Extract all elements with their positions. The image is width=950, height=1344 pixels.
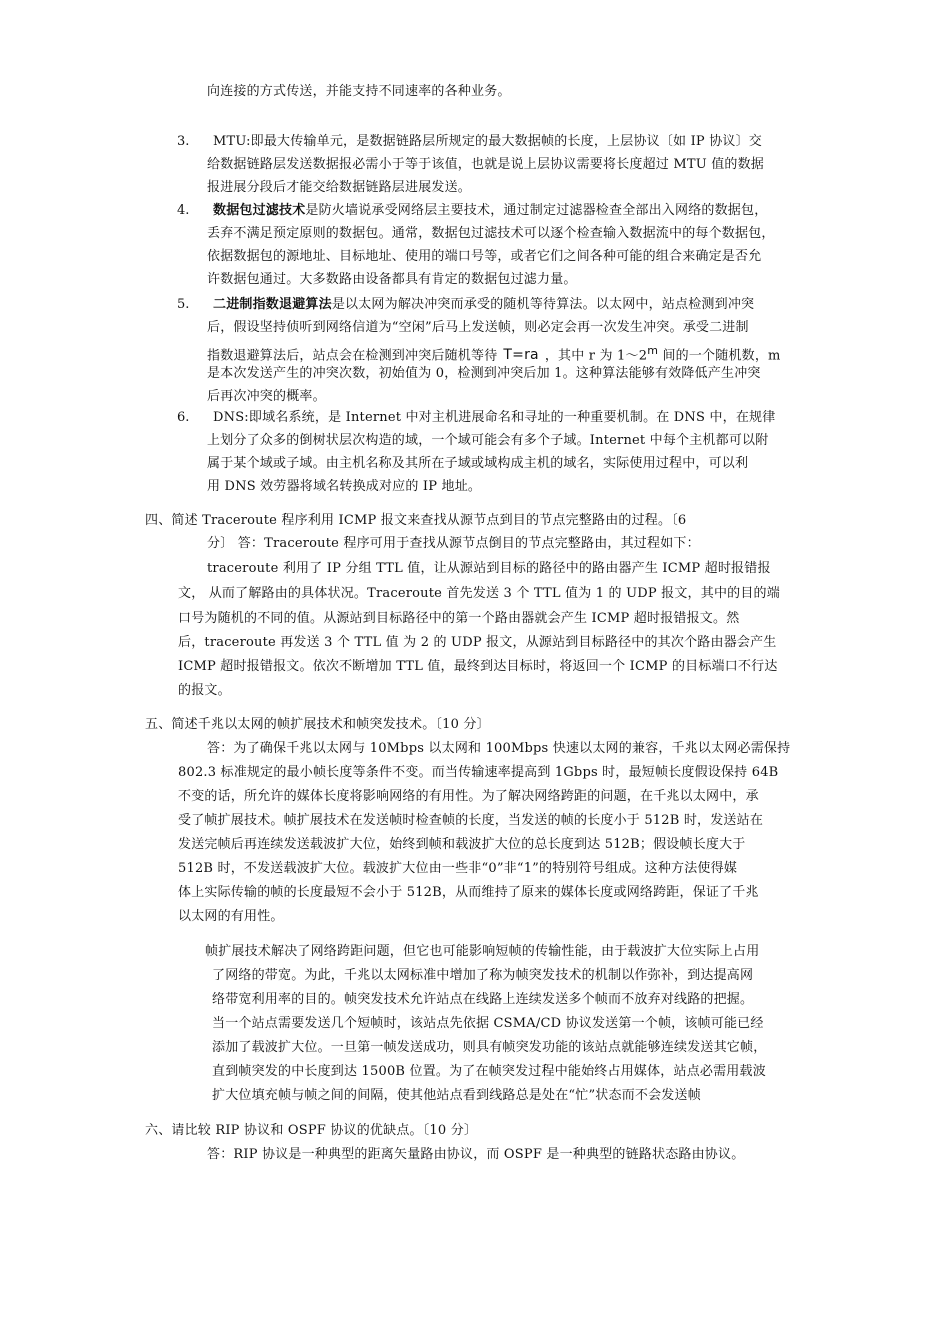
answer-line: 的报文。 (178, 683, 231, 698)
answer-line: traceroute 利用了 IP 分组 TTL 值，让从源站到目标的路径中的路由器产生 ICMP 超时报错报 (207, 561, 771, 576)
answer-line: 答：RIP 协议是一种典型的距离矢量路由协议，而 OSPF 是一种典型的链路状态路由协议。 (207, 1147, 745, 1162)
answer-line: 直到帧突发的中长度到达 1500B 位置。为了在帧突发过程中能始终占用媒体，站点必需用载波 (212, 1064, 766, 1079)
item-line: DNS:即域名系统，是 Internet 中对主机进展命名和寻址的一种重要机制。在 DNS 中，在规律 (213, 410, 776, 425)
answer-line: 扩大位填充帧与帧之间的间隔，使其他站点看到线路总是处在“忙”状态而不会发送帧 (212, 1088, 701, 1103)
answer-line: 口号为随机的不同的值。从源站到目标路径中的第一个路由器就会产生 ICMP 超时报错报文。然 (178, 611, 740, 626)
answer-line: 受了帧扩展技术。帧扩展技术在发送帧时检查帧的长度，当发送的帧的长度小于 512B 时，发送站在 (178, 813, 764, 828)
item-line: 许数据包通过。大多数路由设备都具有肯定的数据包过滤力量。 (207, 272, 577, 287)
formula-exponent: m (647, 344, 659, 357)
item-term: 二进制指数退避算法 (213, 297, 332, 312)
item-first-rest: 是以太网为解决冲突而承受的随机等待算法。以太网中，站点检测到冲突 (331, 297, 755, 312)
item-line: 依据数据包的源地址、目标地址、使用的端口号等，或者它们之间各种可能的组合来确定是否允 (207, 249, 762, 264)
item-first-line (213, 293, 754, 316)
item-line: 是本次发送产生的冲突次数，初始值为 0，检测到冲突后加 1。这种算法能够有效降低产生冲突 (207, 366, 761, 381)
answer-line: 答：为了确保千兆以太网与 10Mbps 以太网和 100Mbps 快速以太网的兼容，千兆以太网必需保持 (207, 741, 791, 756)
answer-line: 络带宽利用率的目的。帧突发技术允许站点在线路上连续发送多个帧而不放弃对线路的把握。 (212, 992, 754, 1007)
answer-line: 后，traceroute 再发送 3 个 TTL 值 为 2 的 UDP 报文，从源站到目标路径中的其次个路由器会产生 (178, 635, 777, 650)
item-line: 属于某个域或子域。由主机名称及其所在子域或域构成主机的域名，实际使用过程中，可以利 (207, 456, 749, 471)
item-first-rest: 是防火墙说承受网络层主要技术，通过制定过滤器检查全部出入网络的数据包， (305, 203, 768, 218)
item-line: 后，假设坚持侦听到网络信道为“空闲”后马上发送帧，则必定会再一次发生冲突。承受二进制 (207, 320, 749, 335)
question-title: 六、请比较 RIP 协议和 OSPF 协议的优缺点。〔10 分〕 (145, 1123, 478, 1138)
item-number: 3. (177, 134, 190, 149)
item-first-line (213, 199, 767, 222)
answer-line: 512B 时，不发送载波扩大位。载波扩大位由一些非“0”非“1”的特别符号组成。这种方法使得媒 (178, 861, 738, 876)
item-line: 后再次冲突的概率。 (207, 389, 326, 404)
item-number: 6. (177, 410, 190, 425)
item-line: MTU:即最大传输单元，是数据链路层所规定的最大数据帧的长度，上层协议〔如 IP 协议〕交 (213, 134, 763, 149)
answer-line: 了网络的带宽。为此，千兆以太网标准中增加了称为帧突发技术的机制以作弥补，到达提高网 (212, 968, 754, 983)
item-line: 上划分了众多的倒树状层次构造的域，一个域可能会有多个子域。Internet 中每个主机都可以附 (207, 433, 769, 448)
answer-line: 添加了载波扩大位。一旦第一帧发送成功，则具有帧突发功能的该站点就能够连续发送其它帧， (212, 1040, 767, 1055)
answer-line: 不变的话，所允许的媒体长度将影响网络的有用性。为了解决网络跨距的问题，在千兆以太网中，承 (178, 789, 759, 804)
answer-line: 802.3 标准规定的最小帧长度等条件不变。而当传输速率提高到 1Gbps 时，最短帧长度假设保持 64B (178, 765, 779, 780)
item-line: 用 DNS 效劳器将域名转换成对应的 IP 地址。 (207, 479, 482, 494)
item-line: 给数据链路层发送数据报必需小于等于该值，也就是说上层协议需要将长度超过 MTU 值的数据 (207, 157, 765, 172)
item-term: 数据包过滤技术 (213, 203, 306, 218)
question-title: 四、简述 Traceroute 程序利用 ICMP 报文来查找从源节点到目的节点完整路由的过程。〔6 (145, 513, 687, 528)
item-line: 丢弃不满足预定原则的数据包。通常，数据包过滤技术可以逐个检查输入数据流中的每个数据包， (207, 226, 775, 241)
item-number: 5. (177, 297, 190, 312)
item-number: 4. (177, 203, 190, 218)
formula-post: 间的一个随机数，m (658, 348, 781, 364)
answer-line: 当一个站点需要发送几个短帧时，该站点先依据 CSMA/CD 协议发送第一个帧，该帧可能已经 (212, 1016, 764, 1031)
answer-line: 帧扩展技术解决了网络跨距问题，但它也可能影响短帧的传输性能，由于载波扩大位实际上占用 (205, 944, 760, 959)
answer-line: 发送完帧后再连续发送载波扩大位，始终到帧和载波扩大位的总长度到达 512B；假设帧长度大于 (178, 837, 746, 852)
item-line: 报进展分段后才能交给数据链路层进展发送。 (207, 180, 472, 195)
formula-mid: ，其中 r 为 1～2 (544, 348, 648, 364)
answer-line: 以太网的有用性。 (178, 909, 284, 924)
answer-line: 分〕 答：Traceroute 程序可用于查找从源节点倒目的节点完整路由，其过程如下： (207, 536, 700, 551)
formula-pre: 指数退避算法后，站点会在检测到冲突后随机等待 (207, 348, 498, 364)
formula: T=ra (503, 347, 539, 364)
answer-line: ICMP 超时报错报文。依次不断增加 TTL 值，最终到达目标时，将返回一个 ICMP 的目标端口不行达 (178, 659, 778, 674)
answer-line: 体上实际传输的帧的长度最短不会小于 512B，从而维持了原来的媒体长度或网络跨距，保证了千兆 (178, 885, 759, 900)
question-title: 五、简述千兆以太网的帧扩展技术和帧突发技术。〔10 分〕 (145, 717, 490, 732)
intro-line: 向连接的方式传送，并能支持不同速率的各种业务。 (207, 84, 511, 99)
answer-line: 文， 从而了解路由的具体状况。Traceroute 首先发送 3 个 TTL 值为 1 的 UDP 报文，其中的目的端 (178, 586, 780, 601)
